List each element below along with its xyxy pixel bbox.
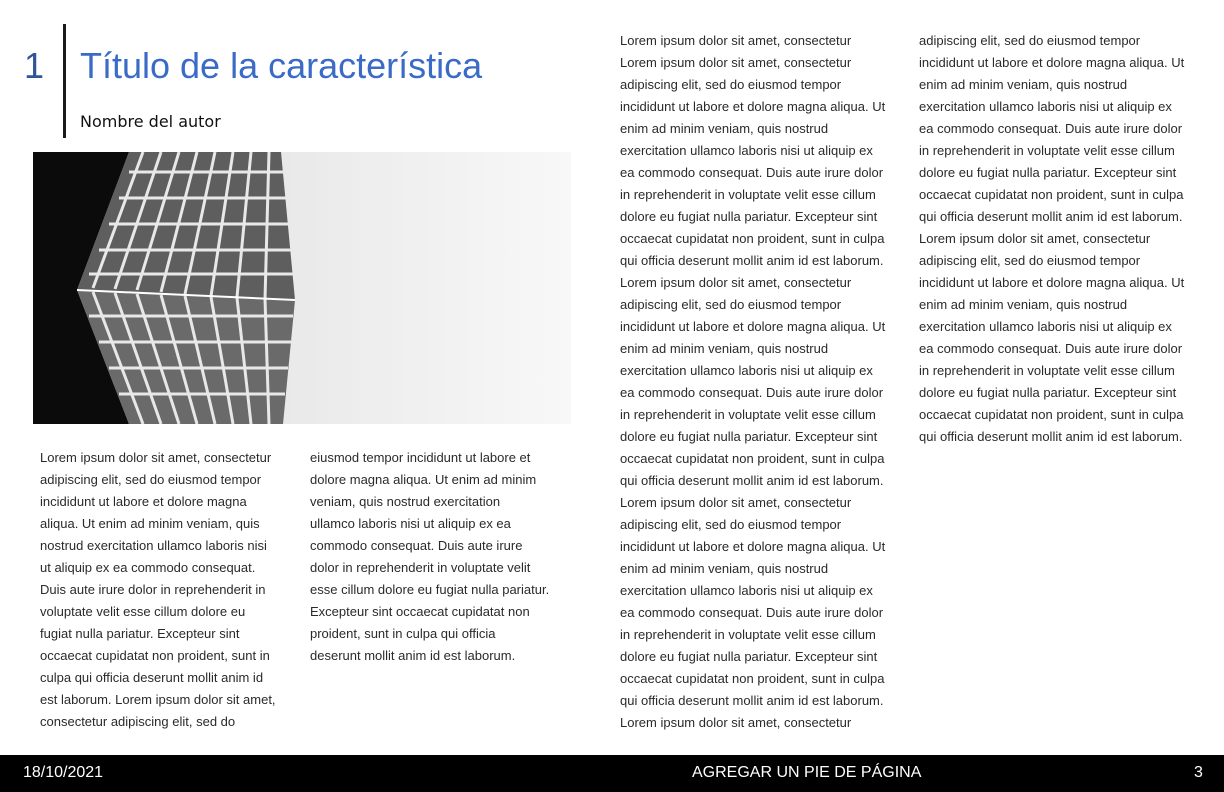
body-column-4: adipiscing elit, sed do eiusmod tempor incididunt ut labore et dolore magna aliqua. Ut enim ad minim veniam, quis nostrud exercitation ullamco laboris nisi ut aliquip ex ea commodo consequat. Duis aute irure dolor in reprehenderit in voluptate velit esse cillum dolore eu fugiat nulla pariatur. Excepteur sint occaecat cupidatat non proident, sunt in culpa qui officia deserunt mollit anim id est laborum. Lorem ipsum dolor sit amet, consectetur adipiscing elit, sed do eiusmod tempor incididunt ut labore et dolore magna aliqua. Ut enim ad minim veniam, quis nostrud exercitation ullamco laboris nisi ut aliquip ex ea commodo consequat. Duis aute irure dolor in reprehenderit in voluptate velit esse cillum dolore eu fugiat nulla pariatur. Excepteur sint occaecat cupidatat non proident, sunt in culpa qui officia deserunt mollit anim id est laborum. [919, 33, 1185, 444]
page-number: 3 [1194, 764, 1203, 781]
title-divider [63, 24, 66, 138]
building-photo [33, 152, 571, 424]
footer-bar [0, 755, 1224, 792]
building-photo-icon [33, 152, 571, 424]
feature-title: Título de la característica [80, 45, 483, 86]
body-column-2: eiusmod tempor incididunt ut labore et dolore magna aliqua. Ut enim ad minim veniam, quis nostrud exercitation ullamco laboris nisi ut aliquip ex ea commodo consequat. Duis aute irure dolor in reprehenderit in voluptate velit esse cillum dolore eu fugiat nulla pariatur. Excepteur sint occaecat cupidatat non proident, sunt in culpa qui officia deserunt mollit anim id est laborum. [310, 450, 550, 663]
body-column-1: Lorem ipsum dolor sit amet, consectetur adipiscing elit, sed do eiusmod tempor incididunt ut labore et dolore magna aliqua. Ut enim ad minim veniam, quis nostrud exercitation ullamco laboris nisi ut aliquip ex ea commodo consequat. Duis aute irure dolor in reprehenderit in voluptate velit esse cillum dolore eu fugiat nulla pariatur. Excepteur sint occaecat cupidatat non proident, sunt in culpa qui officia deserunt mollit anim id est laborum. Lorem ipsum dolor sit amet, consectetur adipiscing elit, sed do [40, 450, 276, 729]
body-column-3: Lorem ipsum dolor sit amet, consectetur Lorem ipsum dolor sit amet, consectetur adipiscing elit, sed do eiusmod tempor incididunt ut labore et dolore magna aliqua. Ut enim ad minim veniam, quis nostrud exercitation ullamco laboris nisi ut aliquip ex ea commodo consequat. Duis aute irure dolor in reprehenderit in voluptate velit esse cillum dolore eu fugiat nulla pariatur. Excepteur sint occaecat cupidatat non proident, sunt in culpa qui officia deserunt mollit anim id est laborum. Lorem ipsum dolor sit amet, consectetur adipiscing elit, sed do eiusmod tempor incididunt ut labore et dolore magna aliqua. Ut enim ad minim veniam, quis nostrud exercitation ullamco laboris nisi ut aliquip ex ea commodo consequat. Duis aute irure dolor in reprehenderit in voluptate velit esse cillum dolore eu fugiat nulla pariatur. Excepteur sint occaecat cupidatat non proident, sunt in culpa qui officia deserunt mollit anim id est laborum. Lorem ipsum dolor sit amet, consectetur adipiscing elit, sed do eiusmod tempor incididunt ut labore et dolore magna aliqua. Ut enim ad minim veniam, quis nostrud exercitation ullamco laboris nisi ut aliquip ex ea commodo consequat. Duis aute irure dolor in reprehenderit in voluptate velit esse cillum dolore eu fugiat nulla pariatur. Excepteur sint occaecat cupidatat non proident, sunt in culpa qui officia deserunt mollit anim id est laborum. Lorem ipsum dolor sit amet, consectetur [620, 33, 886, 730]
footer-date: 18/10/2021 [23, 764, 104, 781]
footer-text: AGREGAR UN PIE DE PÁGINA [692, 764, 922, 781]
author-name: Nombre del autor [80, 112, 221, 131]
feature-number: 1 [24, 45, 45, 86]
